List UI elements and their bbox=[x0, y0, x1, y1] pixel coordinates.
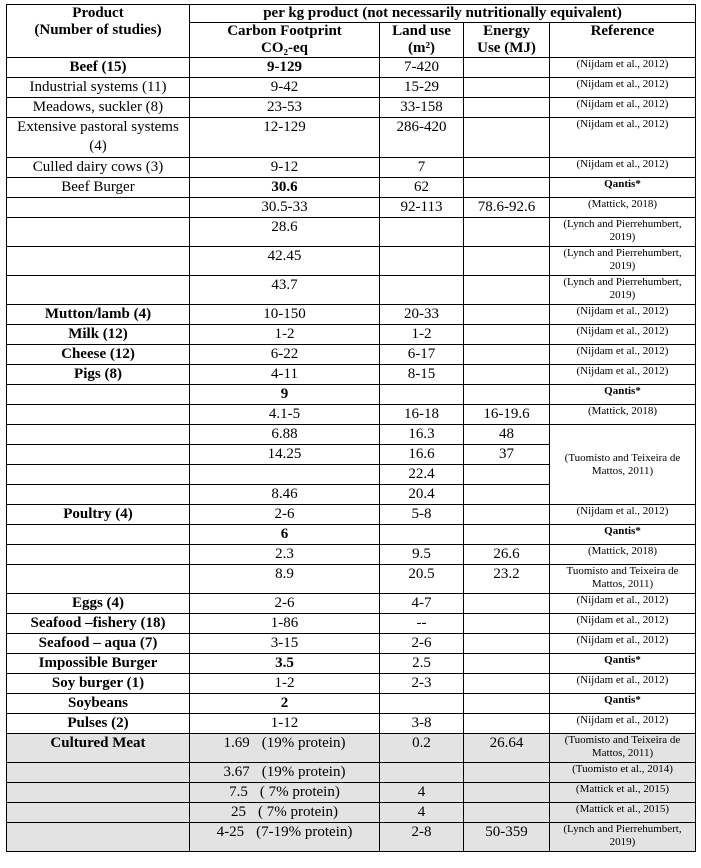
energy-use-cell bbox=[464, 247, 550, 276]
carbon-footprint-value: 9 bbox=[280, 386, 289, 402]
carbon-footprint-value: 1-12 bbox=[270, 715, 299, 731]
carbon-footprint-value: 2 bbox=[280, 695, 289, 711]
land-use-cell: 22.4 bbox=[380, 465, 464, 485]
product-cell: Eggs (4) bbox=[7, 594, 190, 614]
energy-use-cell bbox=[464, 158, 550, 178]
product-cell bbox=[7, 247, 190, 276]
reference-cell: (Nijdam et al., 2012) bbox=[550, 305, 696, 325]
carbon-footprint-value: 1-2 bbox=[274, 675, 295, 691]
reference-cell: (Lynch and Pierrehumbert, 2019) bbox=[550, 823, 696, 852]
carbon-footprint-cell bbox=[190, 158, 380, 178]
product-cell: Cultured Meat bbox=[7, 734, 190, 763]
product-cell: Soybeans bbox=[7, 694, 190, 714]
carbon-footprint-cell bbox=[190, 305, 380, 325]
carbon-footprint-value: 7.5 bbox=[229, 784, 248, 800]
table-row bbox=[7, 58, 696, 78]
table-row bbox=[7, 276, 696, 305]
energy-use-cell bbox=[464, 385, 550, 405]
reference-header bbox=[550, 23, 696, 58]
reference-cell: (Nijdam et al., 2012) bbox=[550, 594, 696, 614]
table-row bbox=[7, 714, 696, 734]
reference-cell: (Nijdam et al., 2012) bbox=[550, 78, 696, 98]
reference-cell: (Nijdam et al., 2012) bbox=[550, 58, 696, 78]
carbon-footprint-value: 4-11 bbox=[271, 366, 298, 382]
product-cell bbox=[7, 565, 190, 594]
energy-use-cell bbox=[464, 325, 550, 345]
product-cell: Beef Burger bbox=[7, 178, 190, 198]
product-cell: Industrial systems (11) bbox=[7, 78, 190, 98]
reference-cell: Qantis* bbox=[550, 694, 696, 714]
reference-cell: (Nijdam et al., 2012) bbox=[550, 614, 696, 634]
table-row bbox=[7, 783, 696, 803]
carbon-footprint-cell bbox=[190, 525, 380, 545]
energy-use-cell bbox=[464, 594, 550, 614]
num-studies-header-label: (Number of studies) bbox=[34, 22, 162, 38]
table-row bbox=[7, 425, 696, 445]
land-use-cell: 3-8 bbox=[380, 714, 464, 734]
land-use-cell: 2-8 bbox=[380, 823, 464, 852]
table-row bbox=[7, 305, 696, 325]
land-use-label: Land use bbox=[392, 23, 451, 39]
table-row bbox=[7, 365, 696, 385]
carbon-footprint-value: 8.9 bbox=[275, 566, 294, 582]
carbon-footprint-value: 30.5-33 bbox=[261, 199, 308, 215]
protein-note: (19% protein) bbox=[261, 764, 346, 780]
protein-note: (7-19% protein) bbox=[256, 824, 353, 840]
land-use-cell: 4 bbox=[380, 783, 464, 803]
product-cell: Extensive pastoral systems (4) bbox=[7, 118, 190, 158]
land-use-cell: 20.4 bbox=[380, 485, 464, 505]
carbon-footprint-cell bbox=[190, 674, 380, 694]
energy-use-cell bbox=[464, 763, 550, 783]
carbon-footprint-value: 10-150 bbox=[263, 306, 306, 322]
table-row bbox=[7, 78, 696, 98]
product-cell bbox=[7, 218, 190, 247]
carbon-footprint-cell bbox=[190, 694, 380, 714]
land-use-cell: 286-420 bbox=[380, 118, 464, 158]
energy-use-cell: 16-19.6 bbox=[464, 405, 550, 425]
table-row bbox=[7, 325, 696, 345]
table-row bbox=[7, 734, 696, 763]
carbon-footprint-cell bbox=[190, 634, 380, 654]
carbon-footprint-cell bbox=[190, 118, 380, 158]
carbon-footprint-value: 12-129 bbox=[263, 119, 306, 135]
energy-use-cell bbox=[464, 614, 550, 634]
product-column-header bbox=[7, 5, 190, 58]
carbon-footprint-cell bbox=[190, 325, 380, 345]
product-cell: Poultry (4) bbox=[7, 505, 190, 525]
energy-unit-label: Use (MJ) bbox=[477, 40, 536, 56]
product-cell bbox=[7, 445, 190, 465]
table-row bbox=[7, 803, 696, 823]
carbon-footprint-value: 3.5 bbox=[275, 655, 294, 671]
table-row bbox=[7, 158, 696, 178]
reference-cell: (Lynch and Pierrehumbert, 2019) bbox=[550, 247, 696, 276]
carbon-footprint-value: 2-6 bbox=[274, 595, 295, 611]
energy-use-cell bbox=[464, 218, 550, 247]
table-row bbox=[7, 505, 696, 525]
reference-cell: (Nijdam et al., 2012) bbox=[550, 365, 696, 385]
carbon-footprint-value: 30.6 bbox=[271, 179, 298, 195]
energy-use-cell bbox=[464, 654, 550, 674]
energy-use-cell: 26.6 bbox=[464, 545, 550, 565]
energy-use-cell bbox=[464, 58, 550, 78]
table-row bbox=[7, 198, 696, 218]
carbon-footprint-cell bbox=[190, 803, 380, 823]
land-use-cell bbox=[380, 763, 464, 783]
energy-label: Energy bbox=[483, 23, 530, 39]
carbon-footprint-value: 42.45 bbox=[267, 248, 302, 264]
carbon-footprint-cell bbox=[190, 763, 380, 783]
carbon-footprint-cell bbox=[190, 445, 380, 465]
land-use-header bbox=[380, 23, 464, 58]
product-cell bbox=[7, 545, 190, 565]
carbon-footprint-cell bbox=[190, 425, 380, 445]
carbon-footprint-value: 1-86 bbox=[270, 615, 299, 631]
carbon-footprint-cell bbox=[190, 734, 380, 763]
energy-use-cell bbox=[464, 276, 550, 305]
product-cell bbox=[7, 385, 190, 405]
per-kg-header: per kg product (not necessarily nutritionally equivalent) bbox=[190, 5, 696, 23]
carbon-footprint-value: 9-12 bbox=[270, 159, 299, 175]
reference-label: Reference bbox=[590, 23, 655, 39]
carbon-footprint-value: 23-53 bbox=[267, 99, 302, 115]
energy-use-cell bbox=[464, 178, 550, 198]
land-use-cell: 92-113 bbox=[380, 198, 464, 218]
product-cell: Soy burger (1) bbox=[7, 674, 190, 694]
land-use-cell: 62 bbox=[380, 178, 464, 198]
table-row bbox=[7, 405, 696, 425]
energy-use-cell bbox=[464, 118, 550, 158]
reference-cell: (Nijdam et al., 2012) bbox=[550, 158, 696, 178]
carbon-footprint-cell bbox=[190, 78, 380, 98]
product-cell bbox=[7, 465, 190, 485]
table-row bbox=[7, 823, 696, 852]
table-row bbox=[7, 345, 696, 365]
product-cell: Seafood – aqua (7) bbox=[7, 634, 190, 654]
reference-cell: (Nijdam et al., 2012) bbox=[550, 98, 696, 118]
land-use-cell: 16.6 bbox=[380, 445, 464, 465]
reference-cell: (Mattick, 2018) bbox=[550, 198, 696, 218]
carbon-footprint-value: 2-6 bbox=[274, 506, 295, 522]
carbon-footprint-value: 1.69 bbox=[223, 735, 250, 751]
product-cell bbox=[7, 823, 190, 852]
table-row bbox=[7, 614, 696, 634]
energy-use-cell: 26.64 bbox=[464, 734, 550, 763]
product-cell: Pulses (2) bbox=[7, 714, 190, 734]
reference-cell: (Lynch and Pierrehumbert, 2019) bbox=[550, 218, 696, 247]
energy-use-cell bbox=[464, 98, 550, 118]
carbon-footprint-value: 6 bbox=[280, 526, 289, 542]
table-body bbox=[7, 58, 696, 852]
carbon-footprint-cell bbox=[190, 565, 380, 594]
carbon-footprint-cell bbox=[190, 614, 380, 634]
energy-use-cell bbox=[464, 714, 550, 734]
reference-cell: (Nijdam et al., 2012) bbox=[550, 325, 696, 345]
product-header-label: Product bbox=[72, 5, 124, 21]
header-row-1 bbox=[7, 5, 696, 23]
energy-use-cell bbox=[464, 78, 550, 98]
land-use-cell: 9.5 bbox=[380, 545, 464, 565]
carbon-footprint-cell bbox=[190, 545, 380, 565]
energy-use-cell: 50-359 bbox=[464, 823, 550, 852]
carbon-footprint-cell bbox=[190, 98, 380, 118]
reference-cell: (Lynch and Pierrehumbert, 2019) bbox=[550, 276, 696, 305]
product-cell bbox=[7, 276, 190, 305]
carbon-footprint-cell bbox=[190, 365, 380, 385]
land-use-cell: 2.5 bbox=[380, 654, 464, 674]
land-use-cell: 1-2 bbox=[380, 325, 464, 345]
land-use-cell: 16.3 bbox=[380, 425, 464, 445]
energy-use-cell bbox=[464, 674, 550, 694]
energy-use-cell: 48 bbox=[464, 425, 550, 445]
reference-cell: Qantis* bbox=[550, 385, 696, 405]
table-row bbox=[7, 178, 696, 198]
carbon-footprint-cell bbox=[190, 345, 380, 365]
land-use-cell: 7-420 bbox=[380, 58, 464, 78]
energy-use-cell bbox=[464, 485, 550, 505]
reference-cell: (Nijdam et al., 2012) bbox=[550, 505, 696, 525]
product-cell bbox=[7, 485, 190, 505]
reference-cell: (Nijdam et al., 2012) bbox=[550, 714, 696, 734]
product-cell bbox=[7, 425, 190, 445]
table-row bbox=[7, 218, 696, 247]
carbon-footprint-value: 25 bbox=[231, 804, 246, 820]
table-row bbox=[7, 763, 696, 783]
table-row bbox=[7, 525, 696, 545]
reference-cell: Tuomisto and Teixeira de Mattos, 2011) bbox=[550, 565, 696, 594]
reference-cell: (Mattick, 2018) bbox=[550, 545, 696, 565]
table-row bbox=[7, 98, 696, 118]
carbon-footprint-value: 1-2 bbox=[274, 326, 295, 342]
reference-cell: (Mattick, 2018) bbox=[550, 405, 696, 425]
land-use-cell: 2-6 bbox=[380, 634, 464, 654]
reference-cell: (Tuomisto et al., 2014) bbox=[550, 763, 696, 783]
energy-use-cell bbox=[464, 365, 550, 385]
product-cell bbox=[7, 405, 190, 425]
carbon-footprint-value: 43.7 bbox=[271, 277, 298, 293]
reference-cell: Qantis* bbox=[550, 178, 696, 198]
carbon-footprint-cell bbox=[190, 58, 380, 78]
carbon-footprint-value: 3-15 bbox=[270, 635, 299, 651]
table-row bbox=[7, 118, 696, 158]
land-use-cell: 5-8 bbox=[380, 505, 464, 525]
carbon-footprint-value: 4.1-5 bbox=[268, 406, 301, 422]
carbon-footprint-cell bbox=[190, 654, 380, 674]
carbon-footprint-cell bbox=[190, 505, 380, 525]
land-use-cell: 4-7 bbox=[380, 594, 464, 614]
land-use-cell bbox=[380, 247, 464, 276]
carbon-footprint-value: 9-42 bbox=[270, 79, 299, 95]
energy-use-cell bbox=[464, 465, 550, 485]
land-use-cell bbox=[380, 694, 464, 714]
land-use-cell: 7 bbox=[380, 158, 464, 178]
table-row bbox=[7, 247, 696, 276]
land-use-cell bbox=[380, 276, 464, 305]
reference-cell: (Tuomisto and Teixeira de Mattos, 2011) bbox=[550, 425, 696, 505]
carbon-footprint-label: Carbon Footprint bbox=[227, 23, 342, 39]
carbon-footprint-value: 9-129 bbox=[267, 59, 302, 75]
energy-use-cell: 23.2 bbox=[464, 565, 550, 594]
product-cell bbox=[7, 803, 190, 823]
land-use-cell: 20.5 bbox=[380, 565, 464, 594]
energy-use-cell bbox=[464, 803, 550, 823]
product-cell: Impossible Burger bbox=[7, 654, 190, 674]
product-cell bbox=[7, 763, 190, 783]
product-cell bbox=[7, 525, 190, 545]
carbon-footprint-header bbox=[190, 23, 380, 58]
reference-cell: (Mattick et al., 2015) bbox=[550, 783, 696, 803]
carbon-footprint-cell bbox=[190, 594, 380, 614]
land-use-cell: -- bbox=[380, 614, 464, 634]
emissions-comparison-table bbox=[6, 4, 696, 852]
product-cell: Cheese (12) bbox=[7, 345, 190, 365]
carbon-footprint-value: 8.46 bbox=[271, 486, 298, 502]
land-use-cell bbox=[380, 385, 464, 405]
product-cell: Beef (15) bbox=[7, 58, 190, 78]
land-use-cell: 33-158 bbox=[380, 98, 464, 118]
energy-use-cell bbox=[464, 783, 550, 803]
land-use-cell: 4 bbox=[380, 803, 464, 823]
land-use-cell: 15-29 bbox=[380, 78, 464, 98]
carbon-footprint-cell bbox=[190, 485, 380, 505]
product-cell bbox=[7, 198, 190, 218]
carbon-footprint-value: 6-22 bbox=[270, 346, 299, 362]
product-cell: Pigs (8) bbox=[7, 365, 190, 385]
carbon-footprint-value: 3.67 bbox=[223, 764, 250, 780]
energy-use-header bbox=[464, 23, 550, 58]
table-row bbox=[7, 565, 696, 594]
carbon-footprint-cell bbox=[190, 247, 380, 276]
reference-cell: (Tuomisto and Teixeira de Mattos, 2011) bbox=[550, 734, 696, 763]
land-use-cell: 2-3 bbox=[380, 674, 464, 694]
energy-use-cell bbox=[464, 525, 550, 545]
carbon-footprint-value: 4-25 bbox=[216, 824, 245, 840]
carbon-footprint-value: 14.25 bbox=[267, 446, 302, 462]
energy-use-cell bbox=[464, 694, 550, 714]
protein-note: (19% protein) bbox=[261, 735, 346, 751]
land-use-cell: 20-33 bbox=[380, 305, 464, 325]
reference-cell: Qantis* bbox=[550, 525, 696, 545]
energy-use-cell bbox=[464, 634, 550, 654]
reference-cell: (Mattick et al., 2015) bbox=[550, 803, 696, 823]
reference-cell: (Nijdam et al., 2012) bbox=[550, 118, 696, 158]
reference-cell: Qantis* bbox=[550, 654, 696, 674]
reference-cell: (Nijdam et al., 2012) bbox=[550, 345, 696, 365]
protein-note: ( 7% protein) bbox=[259, 784, 340, 800]
land-use-cell: 8-15 bbox=[380, 365, 464, 385]
carbon-footprint-cell bbox=[190, 823, 380, 852]
carbon-footprint-value: 6.88 bbox=[271, 426, 298, 442]
carbon-footprint-value: 2.3 bbox=[275, 546, 294, 562]
land-use-cell: 6-17 bbox=[380, 345, 464, 365]
table-row bbox=[7, 545, 696, 565]
table-row bbox=[7, 385, 696, 405]
product-cell: Seafood –fishery (18) bbox=[7, 614, 190, 634]
carbon-footprint-cell bbox=[190, 465, 380, 485]
table-row bbox=[7, 594, 696, 614]
product-cell bbox=[7, 783, 190, 803]
carbon-footprint-cell bbox=[190, 198, 380, 218]
reference-cell: (Nijdam et al., 2012) bbox=[550, 634, 696, 654]
carbon-footprint-cell bbox=[190, 783, 380, 803]
energy-use-cell bbox=[464, 345, 550, 365]
product-cell: Milk (12) bbox=[7, 325, 190, 345]
land-use-cell bbox=[380, 525, 464, 545]
energy-use-cell: 78.6-92.6 bbox=[464, 198, 550, 218]
land-use-cell: 16-18 bbox=[380, 405, 464, 425]
land-use-cell: 0.2 bbox=[380, 734, 464, 763]
land-use-unit-label: (m²) bbox=[408, 40, 435, 56]
carbon-footprint-cell bbox=[190, 276, 380, 305]
energy-use-cell bbox=[464, 505, 550, 525]
carbon-footprint-cell bbox=[190, 178, 380, 198]
protein-note: ( 7% protein) bbox=[258, 804, 338, 820]
carbon-footprint-value: 28.6 bbox=[271, 219, 298, 235]
table-row bbox=[7, 674, 696, 694]
co2-eq-label: CO₂-eq bbox=[261, 40, 308, 56]
carbon-footprint-cell bbox=[190, 714, 380, 734]
product-cell: Culled dairy cows (3) bbox=[7, 158, 190, 178]
product-cell: Mutton/lamb (4) bbox=[7, 305, 190, 325]
reference-cell: (Nijdam et al., 2012) bbox=[550, 674, 696, 694]
energy-use-cell bbox=[464, 305, 550, 325]
carbon-footprint-cell bbox=[190, 385, 380, 405]
land-use-cell bbox=[380, 218, 464, 247]
product-cell: Meadows, suckler (8) bbox=[7, 98, 190, 118]
table-row bbox=[7, 634, 696, 654]
energy-use-cell: 37 bbox=[464, 445, 550, 465]
carbon-footprint-cell bbox=[190, 405, 380, 425]
table-row bbox=[7, 654, 696, 674]
carbon-footprint-cell bbox=[190, 218, 380, 247]
table-row bbox=[7, 694, 696, 714]
